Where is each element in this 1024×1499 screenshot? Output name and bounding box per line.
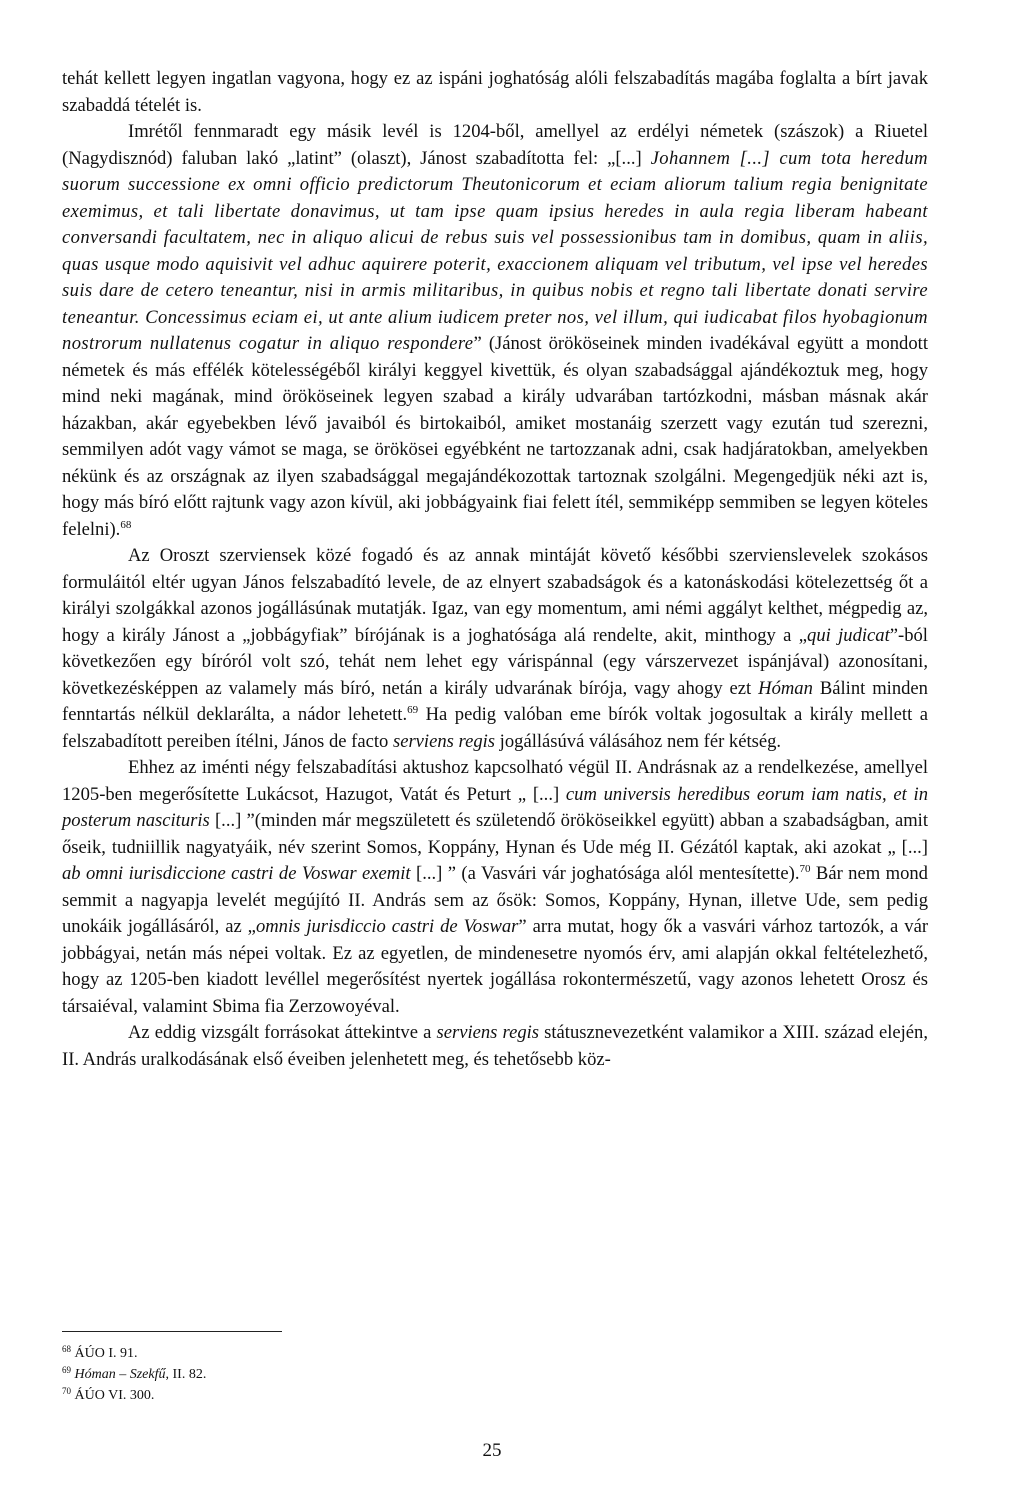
footnote-ref: 69 (407, 704, 419, 716)
latin-text: Johannem [...] cum tota heredum suorum successione ex omni officio predictorum Theutonicorum et eciam aliorum talium regia benignitate exemimus, et tali libertate donavimus, ut tam ipse quam ipsius heredes in aula regia liberam habeant conversandi facultatem, nec in aliquo alicui de rebus suis vel possessionibus tam in domibus, quam in aliis, quas usque modo aquisivit vel adhuc aquirere poterit, exaccionem aliquam vel tributum, vel ipse vel heredes suis dare de cetero teneantur, nisi in armis militaribus, in quibus nobis et regno tali libertate donati servire teneantur. Concessimus eciam ei, ut ante alium iudicem preter nos, vel illum, qui iudicabat filos hyobagionum nostrorum nullatenus cogatur in aliquo respondere (62, 147, 928, 354)
footnote-separator (62, 1331, 282, 1332)
text-run: Az Oroszt szerviensek közé fogadó és az annak mintáját követő későbbi szervienslevelek szokásos formuláitól eltér ugyan János felszabadító levele, de az elnyert szabadságok és a katonáskodási kötelezettség őt a királyi szolgákkal azonos jogállásúnak mutatják. Igaz, van egy momentum, ami némi aggályt kelthet, mégpedig az, hogy a király Jánost a „jobbágyfiak” bírójának is a joghatósága alá rendelte, akit, minthogy a „ (62, 545, 928, 646)
text-run: Bár nem mond semmit a nagyapja levelét megújító II. András sem az ősök: Somos, Koppány, Hynan, illetve Ude, sem pedig unokáik jogállásáról, az „ (62, 863, 928, 937)
latin-text: cum universis heredibus eorum iam natis, et in posterum nascituris (62, 783, 928, 831)
latin-text: Hóman – Szekfű (74, 1367, 166, 1382)
paragraph (62, 66, 928, 119)
latin-text: ab omni iurisdiccione castri de Voswar exemit (62, 863, 411, 884)
latin-text: qui judicat (807, 624, 890, 646)
text-run: státusznevezetként valamikor a XIII. század elején, II. András uralkodásának első éveiben jelenhetett meg, és tehetősebb köz- (62, 1022, 928, 1070)
text-run: ÁÚO I. 91. (74, 1346, 138, 1361)
latin-text: omnis jurisdiccio castri de Voswar (255, 916, 519, 937)
text-run: ” (Jánost örököseinek minden ivadékával együtt a mondott németek és más effélék kötelességéből királyi keggyel kivettük, és olyan szabadsággal ajándékoztuk meg, hogy mind neki magának, mind örököseinek legyen szabad a király udvarában tartózkodni, másban másnak akár házakban, akár egyebekben lévő javaiból és birtokaiból, amiket mostanáig szerzett vagy ezután tud szerezni, semmilyen adót vagy vámot se maga, se örökösei egyébként ne tartozzanak adni, csak hadjáratokban, amelyekben nékünk és az országnak az ilyen szabadsággal megajándékozottak tartoznak szolgálni. Megengedjük néki azt is, hogy más bíró előtt rajtunk vagy azon kívül, aki jobbágyaink fiai felett ítél, semmiképp semmiben se legyen köteles felelni). (62, 333, 928, 540)
footnote (62, 1364, 206, 1385)
footnote-number: 70 (62, 1386, 71, 1396)
footnote-number: 69 (62, 1365, 71, 1375)
text-run: ” arra mutat, hogy ők a vasvári várhoz tartozók, a vár jobbágyai, netán más népei voltak. Ez az egyetlen, de mindenesetre nyomós érv, ami alapján okkal feltételezhető, hogy az 1205-ben kiadott levéllel megerősítést nyertek jogállása rokontermészetű, vagy azonos lehetett Orosz és társaiéval, valamint Sbima fia Zerzowoyéval. (62, 916, 929, 1017)
paragraph (62, 755, 928, 1020)
footnote (62, 1385, 206, 1406)
footnote-ref: 68 (120, 518, 132, 531)
paragraph (62, 119, 928, 543)
footnote (62, 1343, 206, 1364)
paragraph (62, 543, 928, 755)
text-run: ”-ból következően egy bíróról volt szó, tehát nem lehet egy várispánnal (egy várszervezet ispánjával) azonosítani, következésképpen az valamely más bíró, netán a király udvarának bírója, vagy ahogy ezt (62, 624, 928, 699)
text-run: jogállásúvá válásához nem fér kétség. (495, 730, 782, 752)
text-run: [...] ” (a Vasvári vár joghatósága alól mentesítette). (410, 863, 800, 884)
text-run: ÁÚO VI. 300. (74, 1388, 155, 1403)
text-run: Ha pedig valóban eme bírók voltak jogosultak a király mellett a felszabadított pereiben ítélni, János de facto (62, 704, 929, 752)
latin-text: serviens regis (436, 1022, 540, 1043)
text-run: , II. 82. (165, 1367, 207, 1382)
text-run: tehát kellett legyen ingatlan vagyona, hogy ez az ispáni joghatóság alóli felszabadítás magába foglalta a bírt javak szabaddá tételét is. (62, 68, 928, 116)
text-run: Ehhez az iménti négy felszabadítási aktushoz kapcsolható végül II. Andrásnak az a rendelkezése, amellyel 1205-ben megerősítette Lukácsot, Hazugot, Vatát és Peturt „ [...] (62, 757, 928, 805)
body-text (62, 66, 928, 1073)
footnotes (62, 1343, 206, 1406)
page-number: 25 (482, 1440, 502, 1461)
text-run: Az eddig vizsgált forrásokat áttekintve a (128, 1022, 437, 1043)
text-run: Imrétől fennmaradt egy másik levél is 1204-ből, amellyel az erdélyi németek (szászok) a Riuetel (Nagydisznód) faluban lakó „latint” (olaszt), Jánost szabadította fel: „[...] (62, 121, 928, 169)
latin-text: serviens regis (392, 730, 496, 752)
latin-text: Hóman (758, 677, 813, 699)
text-run: Bálint minden fenntartás nélkül deklarálta, a nádor lehetett. (62, 677, 928, 725)
footnote-ref: 70 (799, 863, 811, 875)
paragraph (62, 1020, 928, 1073)
footnote-number: 68 (62, 1344, 71, 1354)
text-run: [...] ”(minden már megszületett és születendő örököseikkel együtt) abban a szabadságban, amit őseik, tudniillik nagyatyáik, név szerint Somos, Koppány, Hynan és Ude még II. Gézától kaptak, aki azokat „ [...] (62, 810, 929, 858)
